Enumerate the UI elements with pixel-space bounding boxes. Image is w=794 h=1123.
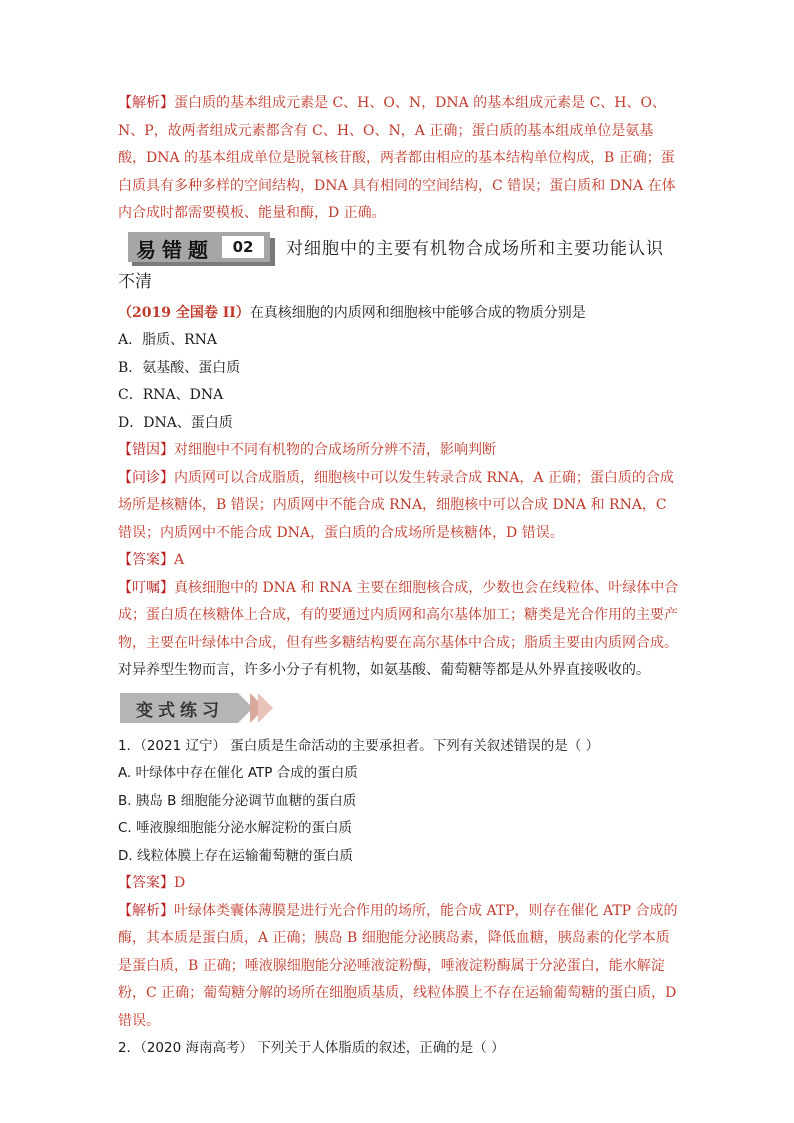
q1-option-d: D. 线粒体膜上存在运输葡萄糖的蛋白质 [118,847,353,864]
document-page [118,90,680,1063]
analysis-label: 【解析】 [118,95,174,111]
error-cause [118,437,680,465]
practice-label: 变式练习 [136,700,224,721]
question-stem-text: 在真核细胞的内质网和细胞核中能够合成的物质分别是 [249,304,586,321]
q1-answer-value: D [174,875,186,891]
analysis-text: 蛋白质的基本组成元素是 C、H、O、N，DNA 的基本组成元素是 C、H、O、N、P，故两者组成元素都含有 C、H、O、N，A 正确；蛋白质的基本组成单位是氨基酸，DNA 的基本组成单位是脱氧核苷酸，两者都由相应的基本结构单位构成，B 正确；蛋白质具有多种多样的空间结构，DNA 具有相同的空间结构，C 错误；蛋白质和 DNA 在体内合成时都需要模板、能量和酶，D 正确。 [118,95,676,221]
section-title-continued: 不清 [118,271,152,292]
diagnosis-text: 内质网可以合成脂质，细胞核中可以发生转录合成 RNA，A 正确；蛋白质的合成场所是核糖体，B 错误；内质网中不能合成 RNA，细胞核中可以合成 DNA 和 RNA，C 错误；内质网中不能合成 DNA，蛋白质的合成场所是核糖体，D 错误。 [118,469,674,541]
q1-option-c: C. 唾液腺细胞能分泌水解淀粉的蛋白质 [118,820,353,836]
answer-value: A [174,552,185,568]
q1-option-b: B. 胰岛 B 细胞能分泌调节血糖的蛋白质 [118,792,357,809]
analysis-paragraph [118,90,680,228]
error-cause-text: 对细胞中不同有机物的合成场所分辨不清，影响判断 [174,442,496,458]
error-banner-number: 02 [222,236,264,258]
section-title: 对细胞中的主要有机物合成场所和主要功能认识 [286,238,664,259]
q1-analysis-text: 叶绿体类囊体薄膜是进行光合作用的场所，能合成 ATP，则存在催化 ATP 合成的酶，其本质是蛋白质，A 正确；胰岛 B 细胞能分泌胰岛素，降低血糖，胰岛素的化学本质是蛋白质，B 正确；唾液腺细胞能分泌唾液淀粉酶，唾液淀粉酶属于分泌蛋白，能水解淀粉，C 正确；葡萄糖分解的场所在细胞质基质，线粒体膜上不存在运输葡萄糖的蛋白质，D 错误。 [118,902,678,1029]
practice-header [118,691,680,727]
reminder-label: 【叮嘱】 [118,579,174,596]
error-banner-label: 易错题 [136,237,214,262]
answer-line [118,547,680,575]
q1-analysis-paragraph [118,898,680,1036]
error-section-header [118,232,680,268]
q1-analysis-label: 【解析】 [118,902,174,919]
option-c: C．RNA、DNA [118,387,224,403]
option-d: D．DNA、蛋白质 [118,414,233,431]
option-a: A．脂质、RNA [118,332,218,348]
diagnosis-paragraph [118,465,680,548]
reminder-text-red: 真核细胞中的 DNA 和 RNA 主要在细胞核合成，少数也会在线粒体、叶绿体中合成；蛋白质在核糖体上合成，有的要通过内质网和高尔基体加工；糖类是光合作用的主要产物，主要在叶绿体中合成，但有些多糖结构要在高尔基体中合成；脂质主要由内质网合成。 [118,579,679,651]
option-b: B．氨基酸、蛋白质 [118,359,241,376]
q1-answer-line [118,870,680,898]
question-stem [118,300,680,328]
diagnosis-label: 【问诊】 [118,469,174,486]
reminder-text-black: 对异养型生物而言，许多小分子有机物，如氨基酸、葡萄糖等都是从外界直接吸收的。 [118,662,650,678]
error-cause-label: 【错因】 [118,442,174,458]
q1-answer-label: 【答案】 [118,875,174,891]
answer-label: 【答案】 [118,552,174,568]
reminder-paragraph [118,575,680,685]
q1-option-a: A. 叶绿体中存在催化 ATP 合成的蛋白质 [118,765,358,781]
question-source: （2019 全国卷 II） [118,304,250,321]
q1-stem: 1．（2021 辽宁） 蛋白质是生命活动的主要承担者。下列有关叙述错误的是（ ） [118,737,600,754]
chevron-shape [258,693,273,723]
q2-stem: 2．（2020 海南高考） 下列关于人体脂质的叙述，正确的是（ ） [118,1040,505,1056]
